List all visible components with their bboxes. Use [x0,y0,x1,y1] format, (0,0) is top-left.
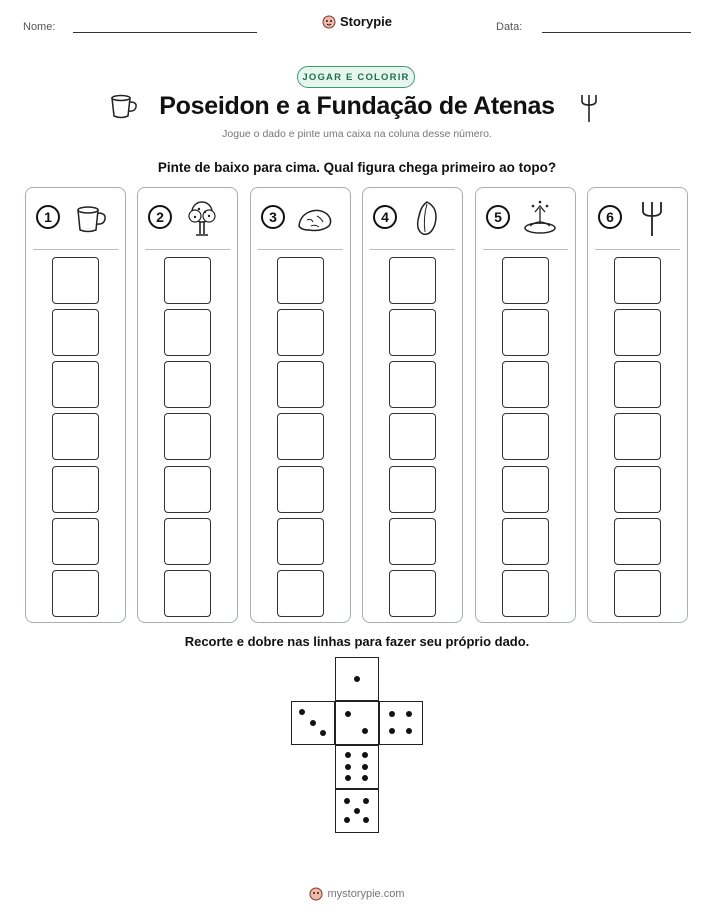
color-box[interactable] [389,570,436,617]
color-box[interactable] [52,518,99,565]
column-number: 3 [261,205,285,229]
dice-pip [362,728,368,734]
color-box[interactable] [164,413,211,460]
dice-column-1 [25,187,126,623]
color-box[interactable] [277,466,324,513]
name-label: Nome: [23,21,56,33]
color-box[interactable] [164,361,211,408]
column-number: 1 [36,205,60,229]
footer [0,887,714,901]
color-box[interactable] [52,257,99,304]
brand-logo [0,14,714,29]
column-divider [370,249,455,250]
dice-pip [354,676,360,682]
color-box[interactable] [614,413,661,460]
color-box[interactable] [164,518,211,565]
color-box[interactable] [614,466,661,513]
color-box[interactable] [502,518,549,565]
dice-pip [406,711,412,717]
dice-pip [362,764,368,770]
dice-pip [345,711,351,717]
page-title: Poseidon e a Fundação de Atenas [159,92,555,120]
trident-icon [632,198,672,238]
color-box[interactable] [164,466,211,513]
dice-pip [344,817,350,823]
color-box[interactable] [389,309,436,356]
color-box[interactable] [614,518,661,565]
dice-pip [345,752,351,758]
color-box[interactable] [52,570,99,617]
dice-pip [406,728,412,734]
color-box[interactable] [389,413,436,460]
color-box[interactable] [164,257,211,304]
column-number: 2 [148,205,172,229]
dice-face-1 [335,657,379,701]
dice-face-2 [335,701,379,745]
spring-icon [520,198,560,238]
column-number: 5 [486,205,510,229]
column-divider [33,249,118,250]
footer-url[interactable]: mystorypie.com [327,888,405,900]
color-box[interactable] [502,309,549,356]
color-box[interactable] [502,257,549,304]
color-box[interactable] [277,257,324,304]
color-box[interactable] [389,361,436,408]
color-box[interactable] [502,466,549,513]
activity-badge: JOGAR E COLORIR [297,66,415,88]
dice-column-3 [250,187,351,623]
dice-column-5 [475,187,576,623]
instruction: Pinte de baixo para cima. Qual figura chega primeiro ao topo? [157,160,557,175]
color-box[interactable] [277,413,324,460]
olive-icon [407,198,447,238]
color-box[interactable] [389,257,436,304]
column-number: 4 [373,205,397,229]
color-box[interactable] [277,309,324,356]
column-divider [258,249,343,250]
dice-face-3 [291,701,335,745]
dice-column-4 [362,187,463,623]
dice-column-6 [587,187,688,623]
color-box[interactable] [52,413,99,460]
dice-pip [363,798,369,804]
date-label: Data: [496,21,523,33]
color-box[interactable] [502,570,549,617]
column-number: 6 [598,205,622,229]
color-box[interactable] [52,361,99,408]
brand-name: Storypie [339,14,392,29]
dice-face-4 [379,701,423,745]
color-box[interactable] [614,257,661,304]
dice-pip [299,709,305,715]
color-box[interactable] [502,413,549,460]
dice-pip [310,720,316,726]
color-box[interactable] [277,570,324,617]
color-box[interactable] [277,518,324,565]
dice-face-5 [335,789,379,833]
color-box[interactable] [502,361,549,408]
color-box[interactable] [389,466,436,513]
color-box[interactable] [52,466,99,513]
color-box[interactable] [277,361,324,408]
trident-icon [578,93,600,123]
dice-face-6 [335,745,379,789]
date-line[interactable] [542,32,691,33]
olive-tree-icon [182,198,222,238]
color-box[interactable] [614,309,661,356]
color-box[interactable] [164,570,211,617]
color-box[interactable] [614,361,661,408]
dice-pip [362,752,368,758]
subtitle: Jogue o dado e pinte uma caixa na coluna desse número. [222,128,492,140]
dice-column-2 [137,187,238,623]
dice-pip [363,817,369,823]
color-box[interactable] [614,570,661,617]
color-box[interactable] [52,309,99,356]
storypie-mascot-icon [322,15,336,29]
rock-icon [295,198,335,238]
dice-pip [345,775,351,781]
storypie-mascot-icon [309,887,323,901]
dice-pip [354,808,360,814]
name-line[interactable] [73,32,257,33]
column-divider [145,249,230,250]
cut-instruction: Recorte e dobre nas linhas para fazer seu próprio dado. [184,634,530,649]
dice-pip [389,728,395,734]
color-box[interactable] [389,518,436,565]
column-divider [483,249,568,250]
dice-pip [344,798,350,804]
dice-pip [320,730,326,736]
dice-pip [362,775,368,781]
color-box[interactable] [164,309,211,356]
dice-pip [389,711,395,717]
cup-icon [70,198,110,238]
dice-pip [345,764,351,770]
column-divider [595,249,680,250]
